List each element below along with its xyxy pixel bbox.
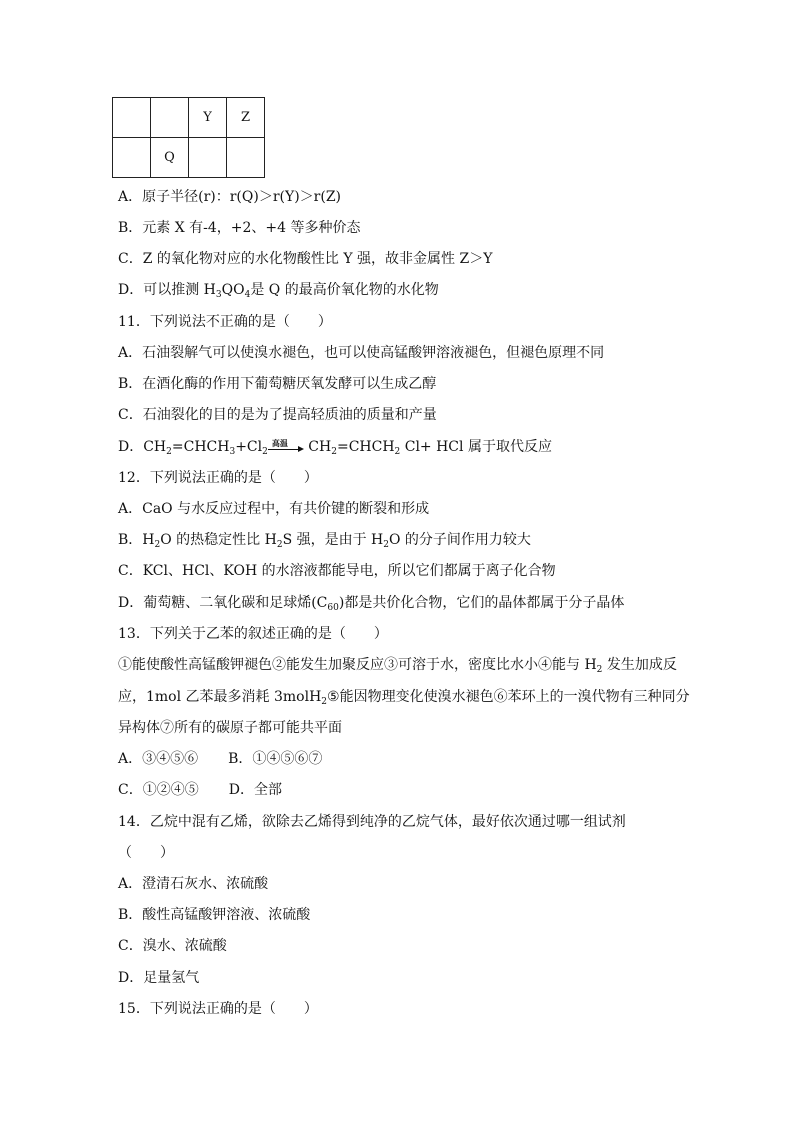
q12-option-d: D．葡萄糖、二氧化碳和足球烯$(C_{60})$都是共价化合物，它们的晶体都属于分子晶体 bbox=[118, 595, 625, 613]
q13-option-c: C．①②④⑤ bbox=[118, 782, 199, 798]
q14-paren: （ ） bbox=[118, 845, 174, 861]
q14-option-a: A．澄清石灰水、浓硫酸 bbox=[118, 876, 269, 892]
table-cell bbox=[113, 98, 151, 138]
q11-stem: 11．下列说法不正确的是（ ） bbox=[118, 314, 332, 330]
q11-option-d: D．$CH_2=CHCH_3+Cl_2$ 高温 $CH_2=CHCH_2$ Cl+ HCl 属于取代反应 bbox=[118, 438, 552, 456]
q15-stem: 15．下列说法正确的是（ ） bbox=[118, 1001, 318, 1017]
table-row bbox=[113, 98, 265, 138]
q13-statement-line3: 异构体⑦所有的碳原子都可能共平面 bbox=[118, 720, 342, 736]
reaction-arrow bbox=[268, 440, 304, 454]
q14-option-b: B．酸性高锰酸钾溶液、浓硫酸 bbox=[118, 907, 311, 923]
q11-option-b: B．在酒化酶的作用下葡萄糖厌氧发酵可以生成乙醇 bbox=[118, 376, 437, 392]
q13-option-a: A．③④⑤⑥ bbox=[118, 751, 199, 767]
q13-option-b: B．①④⑤⑥⑦ bbox=[228, 751, 323, 767]
table-cell: Z bbox=[227, 98, 265, 138]
q13-statement-line2: 应，1mol 乙苯最多消耗 3molH$_2$⑤能因物理变化使溴水褪色⑥苯环上的一溴代物有三种同分 bbox=[118, 689, 690, 707]
q12-option-b: B．$H_2O$ 的热稳定性比 $H_2S$ 强，是由于 $H_2O$ 的分子间作用力较大 bbox=[118, 532, 531, 550]
q12-option-c: C．KCl、HCl、KOH 的水溶液都能导电，所以它们都属于离子化合物 bbox=[118, 563, 556, 579]
q12-stem: 12．下列说法正确的是（ ） bbox=[118, 470, 318, 486]
q11-option-c: C．石油裂化的目的是为了提高轻质油的质量和产量 bbox=[118, 407, 437, 423]
q14-option-d: D．足量氢气 bbox=[118, 970, 200, 986]
table-cell bbox=[227, 138, 265, 178]
table-cell: Q bbox=[151, 138, 189, 178]
q13-options-ab bbox=[118, 750, 322, 768]
reaction-condition: 高温 bbox=[271, 438, 288, 448]
table-cell bbox=[151, 98, 189, 138]
q11-option-a: A．石油裂解气可以使溴水褪色，也可以使高锰酸钾溶液褪色，但褪色原理不同 bbox=[118, 345, 605, 361]
q13-option-d: D．全部 bbox=[228, 782, 282, 798]
q13-options-cd bbox=[118, 781, 282, 799]
table-cell: Y bbox=[189, 98, 227, 138]
q10-option-d: D．可以推测 $H_3QO_4$是 Q 的最高价氧化物的水化物 bbox=[118, 282, 439, 300]
table-cell bbox=[113, 138, 151, 178]
table-cell bbox=[189, 138, 227, 178]
q14-stem: 14．乙烷中混有乙烯，欲除去乙烯得到纯净的乙烷气体，最好依次通过哪一组试剂 bbox=[118, 814, 626, 830]
q10-option-c: C．Z 的氧化物对应的水化物酸性比 Y 强，故非金属性 Z＞Y bbox=[118, 251, 493, 267]
q12-option-a: A．CaO 与水反应过程中，有共价键的断裂和形成 bbox=[118, 501, 430, 517]
q10-option-b: B．元素 X 有-4，+2、+4 等多种价态 bbox=[118, 220, 361, 236]
q13-stem: 13．下列关于乙苯的叙述正确的是（ ） bbox=[118, 626, 388, 642]
q10-option-a: A．原子半径(r)：r(Q)＞r(Y)＞r(Z) bbox=[118, 189, 342, 205]
table-row bbox=[113, 138, 265, 178]
periodic-table-fragment bbox=[112, 97, 265, 178]
q13-statement-line1: ①能使酸性高锰酸钾褪色②能发生加聚反应③可溶于水，密度比水小④能与 $H_2$ 发生加成反 bbox=[118, 657, 677, 675]
q14-option-c: C．溴水、浓硫酸 bbox=[118, 938, 227, 954]
